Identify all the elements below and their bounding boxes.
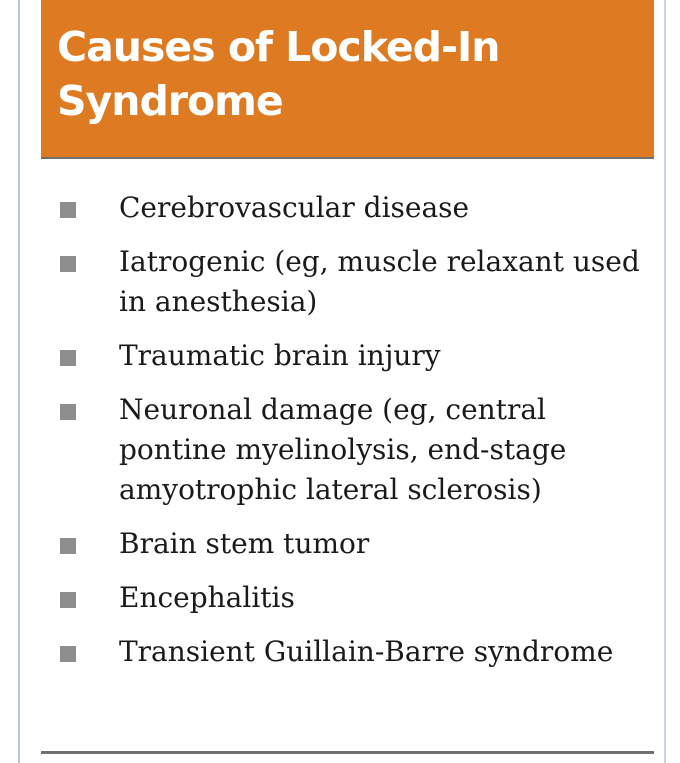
list-item-text: Brain stem tumor (119, 527, 370, 560)
list-item-text: Encephalitis (119, 581, 295, 614)
bottom-divider (41, 751, 654, 754)
list-item (41, 242, 654, 322)
square-bullet-icon (60, 646, 76, 662)
square-bullet-icon (60, 404, 76, 420)
square-bullet-icon (60, 592, 76, 608)
title-banner (41, 0, 654, 159)
square-bullet-icon (60, 202, 76, 218)
causes-list (41, 188, 654, 686)
list-item (41, 632, 654, 672)
left-margin-rule (18, 0, 20, 763)
box-title: Causes of Locked-In Syndrome (57, 23, 500, 125)
list-item-text: Traumatic brain injury (119, 339, 441, 372)
list-item-text: Iatrogenic (eg, muscle relaxant used in anesthesia) (119, 245, 640, 318)
square-bullet-icon (60, 350, 76, 366)
square-bullet-icon (60, 538, 76, 554)
list-item-text: Transient Guillain-Barre syndrome (119, 635, 614, 668)
list-item (41, 188, 654, 228)
list-item (41, 336, 654, 376)
list-item (41, 524, 654, 564)
list-item (41, 390, 654, 510)
list-item-text: Neuronal damage (eg, central pontine myelinolysis, end-stage amyotrophic lateral sclerosis) (119, 393, 567, 506)
list-item (41, 578, 654, 618)
right-margin-rule (664, 0, 666, 763)
square-bullet-icon (60, 256, 76, 272)
list-item-text: Cerebrovascular disease (119, 191, 470, 224)
